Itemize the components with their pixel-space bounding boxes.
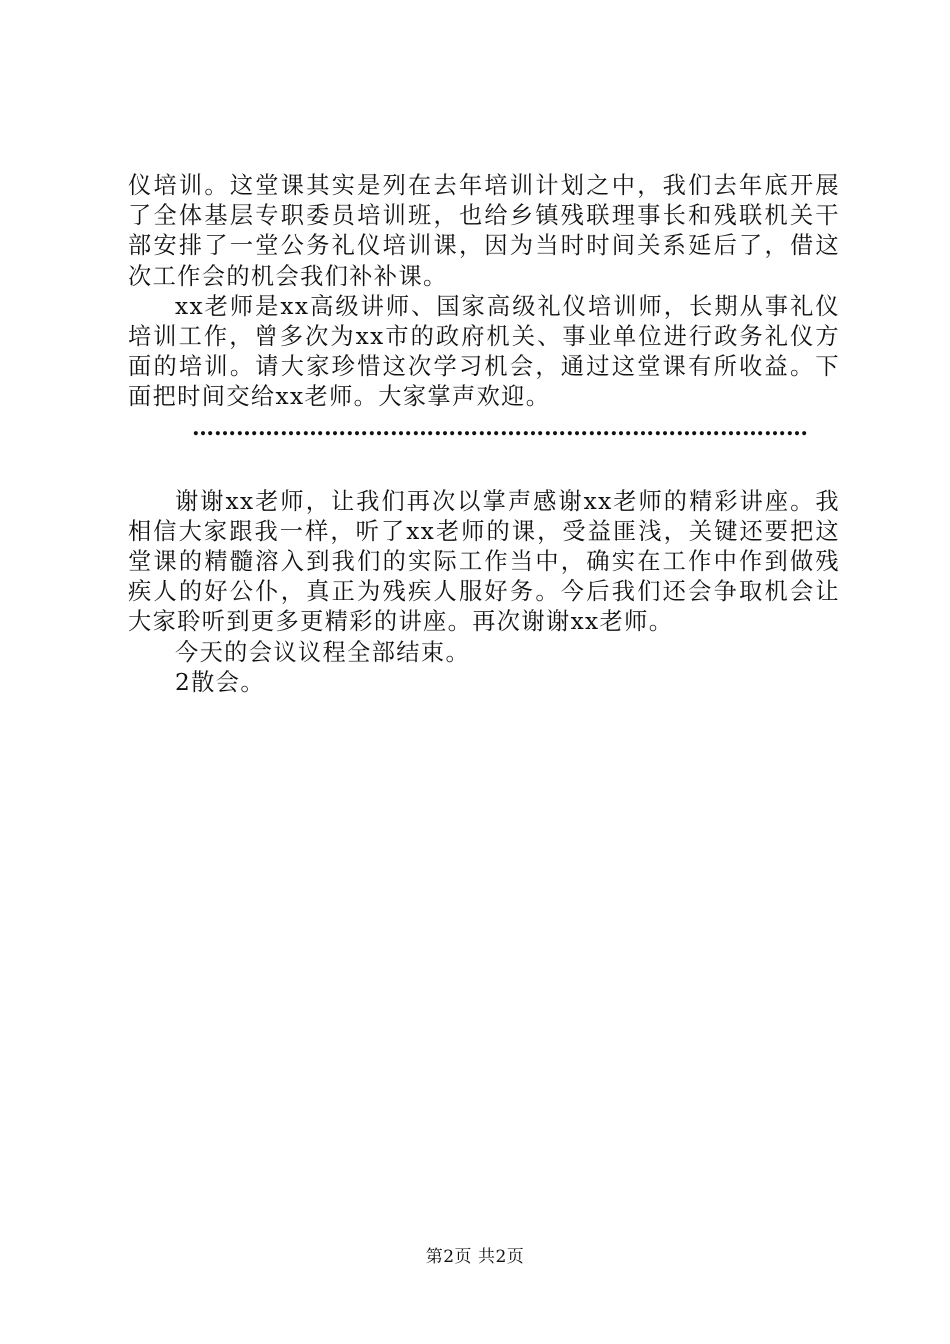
paragraph-agenda-end: 今天的会议议程全部结束。 xyxy=(175,638,471,666)
paragraph-continuation: 仪培训。这堂课其实是列在去年培训计划之中，我们去年底开展了全体基层专职委员培训班，也给乡镇残联理事长和残联机关干部安排了一堂公务礼仪培训课，因为当时时间关系延后了，借这次工作会的机会我们补补课。 xyxy=(128,172,840,290)
page-footer: 第2页 共2页 xyxy=(425,1247,525,1267)
ellipsis-separator: ………………………………………………………………………… xyxy=(192,414,808,441)
document-body xyxy=(128,171,840,698)
paragraph-teacher-intro: xx老师是xx高级讲师、国家高级礼仪培训师，长期从事礼仪培训工作，曾多次为xx市的政府机关、事业单位进行政务礼仪方面的培训。请大家珍惜这次学习机会，通过这堂课有所收益。下面把时间交给xx老师。大家掌声欢迎。 xyxy=(128,292,840,411)
paragraph-adjourn: 2散会。 xyxy=(175,668,265,696)
paragraph-thanks: 谢谢xx老师，让我们再次以掌声感谢xx老师的精彩讲座。我相信大家跟我一样，听了xx老师的课，受益匪浅，关键还要把这堂课的精髓溶入到我们的实际工作当中，确实在工作中作到做残疾人的好公仆，真正为残疾人服好务。今后我们还会争取机会让大家聆听到更多更精彩的讲座。再次谢谢xx老师。 xyxy=(128,487,840,636)
